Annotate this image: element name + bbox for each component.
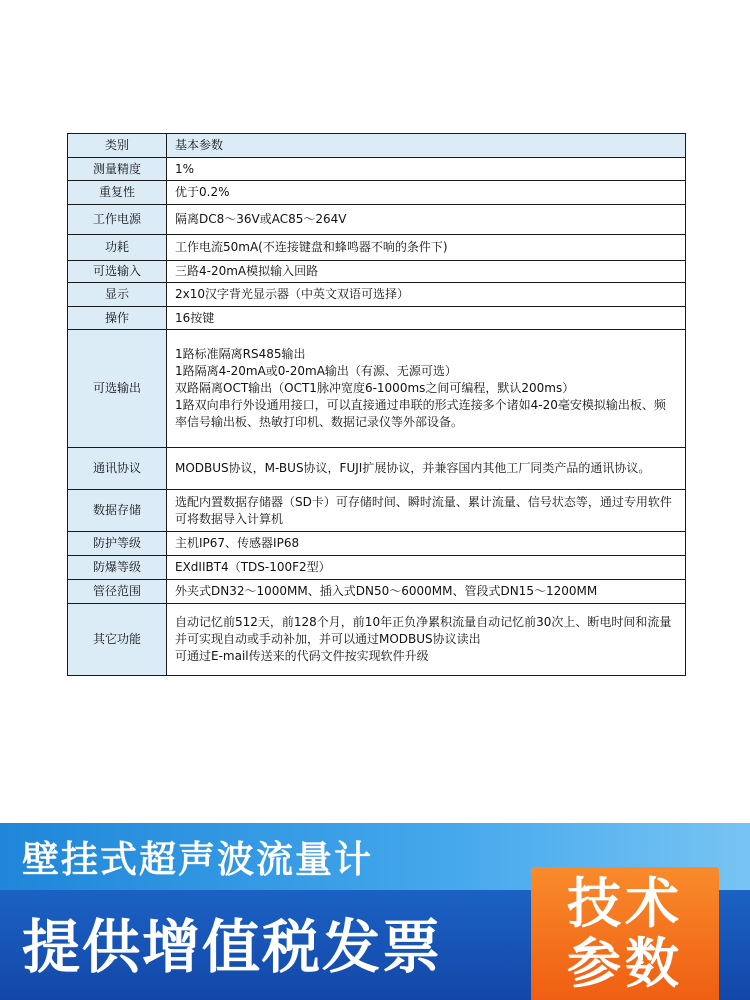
table-row	[68, 556, 686, 580]
table-row	[68, 181, 686, 205]
row-key-cell: 功耗	[68, 235, 167, 261]
row-key-cell: 测量精度	[68, 158, 167, 181]
table-row	[68, 448, 686, 490]
row-value-cell	[167, 181, 686, 205]
row-key-cell: 防爆等级	[68, 556, 167, 580]
table-row	[68, 235, 686, 261]
value-line: 可通过E-mail传送来的代码文件按实现软件升级	[175, 649, 429, 663]
value-line: EXdIIBT4（TDS-100F2型）	[175, 560, 331, 574]
row-value-cell	[167, 532, 686, 556]
row-key-cell: 可选输入	[68, 261, 167, 283]
table-row	[68, 205, 686, 235]
row-value-cell	[167, 283, 686, 307]
row-value-cell	[167, 490, 686, 532]
row-key-cell: 防护等级	[68, 532, 167, 556]
row-key-cell: 操作	[68, 307, 167, 330]
table-row	[68, 330, 686, 448]
value-line: 1路双向串行外设通用接口，可以直接通过串联的形式连接多个诸如4-20毫安模拟输出板、频率信号输出板、热敏打印机、数据记录仪等外部设备。	[175, 398, 666, 429]
row-key-cell: 工作电源	[68, 205, 167, 235]
table-row	[68, 580, 686, 604]
row-key-cell: 数据存储	[68, 490, 167, 532]
value-line: 2x10汉字背光显示器（中英文双语可选择）	[175, 287, 410, 301]
row-key-cell: 管径范围	[68, 580, 167, 604]
value-line: 1路隔离4-20mA或0-20mA输出（有源、无源可选）	[175, 364, 457, 378]
row-key-cell: 重复性	[68, 181, 167, 205]
header-key-cell: 类别	[68, 134, 167, 158]
badge-line-1: 技术	[567, 871, 683, 935]
value-line: 外夹式DN32～1000MM、插入式DN50～6000MM、管段式DN15～1200MM	[175, 584, 598, 598]
row-key-cell: 其它功能	[68, 604, 167, 676]
tagline: 提供增值税发票	[22, 913, 443, 981]
badge-line-2: 参数	[567, 931, 683, 995]
row-value-cell	[167, 307, 686, 330]
table-row	[68, 307, 686, 330]
row-value-cell	[167, 448, 686, 490]
table-header-row	[68, 134, 686, 158]
spec-table	[67, 133, 686, 676]
value-line: 三路4-20mA模拟输入回路	[175, 264, 319, 278]
table-row	[68, 261, 686, 283]
value-line: 隔离DC8～36V或AC85～264V	[175, 212, 347, 226]
value-line: 选配内置数据存储器（SD卡）可存储时间、瞬时流量、累计流量、信号状态等，通过专用软件可将数据导入计算机	[175, 494, 672, 526]
value-line: 1路标准隔离RS485输出	[175, 347, 306, 361]
table-row	[68, 283, 686, 307]
value-line: 双路隔离OCT输出（OCT1脉冲宽度6-1000ms之间可编程，默认200ms）	[175, 381, 575, 395]
value-line: 16按键	[175, 310, 215, 325]
header-value-cell: 基本参数	[167, 134, 686, 158]
table-row	[68, 158, 686, 181]
row-value-cell	[167, 604, 686, 676]
value-line: 优于0.2%	[175, 185, 230, 199]
tech-params-badge	[531, 867, 719, 1000]
row-value-cell	[167, 556, 686, 580]
row-value-cell	[167, 330, 686, 448]
row-value-cell	[167, 261, 686, 283]
table-row	[68, 532, 686, 556]
table-row	[68, 490, 686, 532]
row-key-cell: 可选输出	[68, 330, 167, 448]
row-value-cell	[167, 205, 686, 235]
row-key-cell: 显示	[68, 283, 167, 307]
row-value-cell	[167, 580, 686, 604]
row-value-cell	[167, 158, 686, 181]
table-row	[68, 604, 686, 676]
row-key-cell: 通讯协议	[68, 448, 167, 490]
value-line: 主机IP67、传感器IP68	[175, 536, 300, 550]
value-line: 工作电流50mA(不连接键盘和蜂鸣器不响的条件下)	[175, 240, 448, 254]
value-line: 1%	[175, 161, 195, 176]
product-name: 壁挂式超声波流量计	[22, 838, 373, 881]
row-value-cell	[167, 235, 686, 261]
value-line: MODBUS协议，M-BUS协议，FUJI扩展协议，并兼容国内其他工厂同类产品的通讯协议。	[175, 461, 651, 475]
value-line: 自动记忆前512天，前128个月，前10年正负净累积流量自动记忆前30次上、断电时间和流量并可实现自动或手动补加，并可以通过MODBUS协议读出	[175, 615, 672, 646]
